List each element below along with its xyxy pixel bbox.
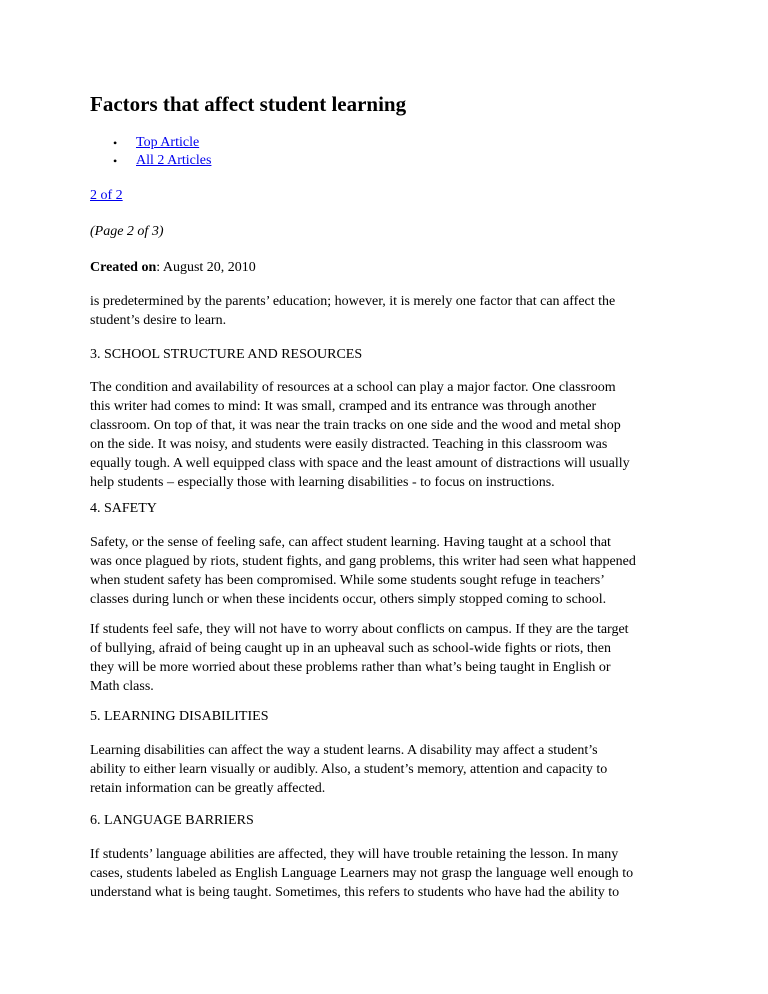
bullet-icon: • <box>113 136 118 150</box>
list-item <box>90 152 211 170</box>
text-line: they will be more worried about these problems rather than what’s being taught in English or <box>90 660 611 675</box>
text-line: when student safety has been compromised. While some students sought refuge in teachers’ <box>90 573 605 588</box>
text-line: student’s desire to learn. <box>90 313 227 328</box>
text-line: If students feel safe, they will not have to worry about conflicts on campus. If they are the target <box>90 622 629 637</box>
section-heading-6: 6. LANGUAGE BARRIERS <box>90 813 254 828</box>
text-line: understand what is being taught. Sometimes, this refers to students who have had the ability to <box>90 885 620 900</box>
text-line: on the side. It was noisy, and students were easily distracted. Teaching in this classroom was <box>90 437 608 452</box>
intro-paragraph <box>90 292 690 330</box>
page-title: Factors that affect student learning <box>90 92 407 116</box>
section-5-paragraph <box>90 741 690 798</box>
text-line: If students’ language abilities are affected, they will have trouble retaining the lesson. In many <box>90 847 619 862</box>
top-article-link[interactable]: Top Article <box>136 135 200 150</box>
section-heading-5: 5. LEARNING DISABILITIES <box>90 709 269 724</box>
page-indicator: (Page 2 of 3) <box>90 224 164 239</box>
pager-link[interactable]: 2 of 2 <box>90 188 123 203</box>
text-line: was once plagued by riots, student fights, and gang problems, this writer had seen what happened <box>90 554 636 569</box>
section-3-paragraph <box>90 378 690 492</box>
text-line: of bullying, afraid of being caught up in an upheaval such as school-wide fights or riots, then <box>90 641 611 656</box>
text-line: equally tough. A well equipped class with space and the least amount of distractions will usually <box>90 456 630 471</box>
section-4-paragraph-1 <box>90 533 690 609</box>
section-heading-4: 4. SAFETY <box>90 501 157 516</box>
created-value: : August 20, 2010 <box>156 260 256 275</box>
article-nav-list <box>90 134 211 170</box>
created-label: Created on <box>90 260 157 275</box>
text-line: this writer had comes to mind: It was small, cramped and its entrance was through another <box>90 399 597 414</box>
text-line: Safety, or the sense of feeling safe, can affect student learning. Having taught at a school that <box>90 535 611 550</box>
text-line: is predetermined by the parents’ education; however, it is merely one factor that can affect the <box>90 294 616 309</box>
text-line: retain information can be greatly affected. <box>90 781 326 796</box>
pager <box>90 186 690 205</box>
text-line: classes during lunch or when these incidents occur, others simply stopped coming to school. <box>90 592 607 607</box>
section-4-paragraph-2 <box>90 620 690 696</box>
text-line: help students – especially those with learning disabilities - to focus on instructions. <box>90 475 555 490</box>
text-line: cases, students labeled as English Language Learners may not grasp the language well enough to <box>90 866 634 881</box>
text-line: Learning disabilities can affect the way a student learns. A disability may affect a student’s <box>90 743 598 758</box>
section-6-paragraph <box>90 845 690 902</box>
bullet-icon: • <box>113 154 118 168</box>
section-heading-3: 3. SCHOOL STRUCTURE AND RESOURCES <box>90 347 363 362</box>
list-item <box>90 134 211 152</box>
text-line: classroom. On top of that, it was near the train tracks on one side and the wood and metal shop <box>90 418 621 433</box>
created-date <box>90 258 690 277</box>
all-articles-link[interactable]: All 2 Articles <box>136 153 212 168</box>
text-line: ability to either learn visually or audibly. Also, a student’s memory, attention and capacity to <box>90 762 608 777</box>
text-line: The condition and availability of resources at a school can play a major factor. One classroom <box>90 380 616 395</box>
text-line: Math class. <box>90 679 154 694</box>
